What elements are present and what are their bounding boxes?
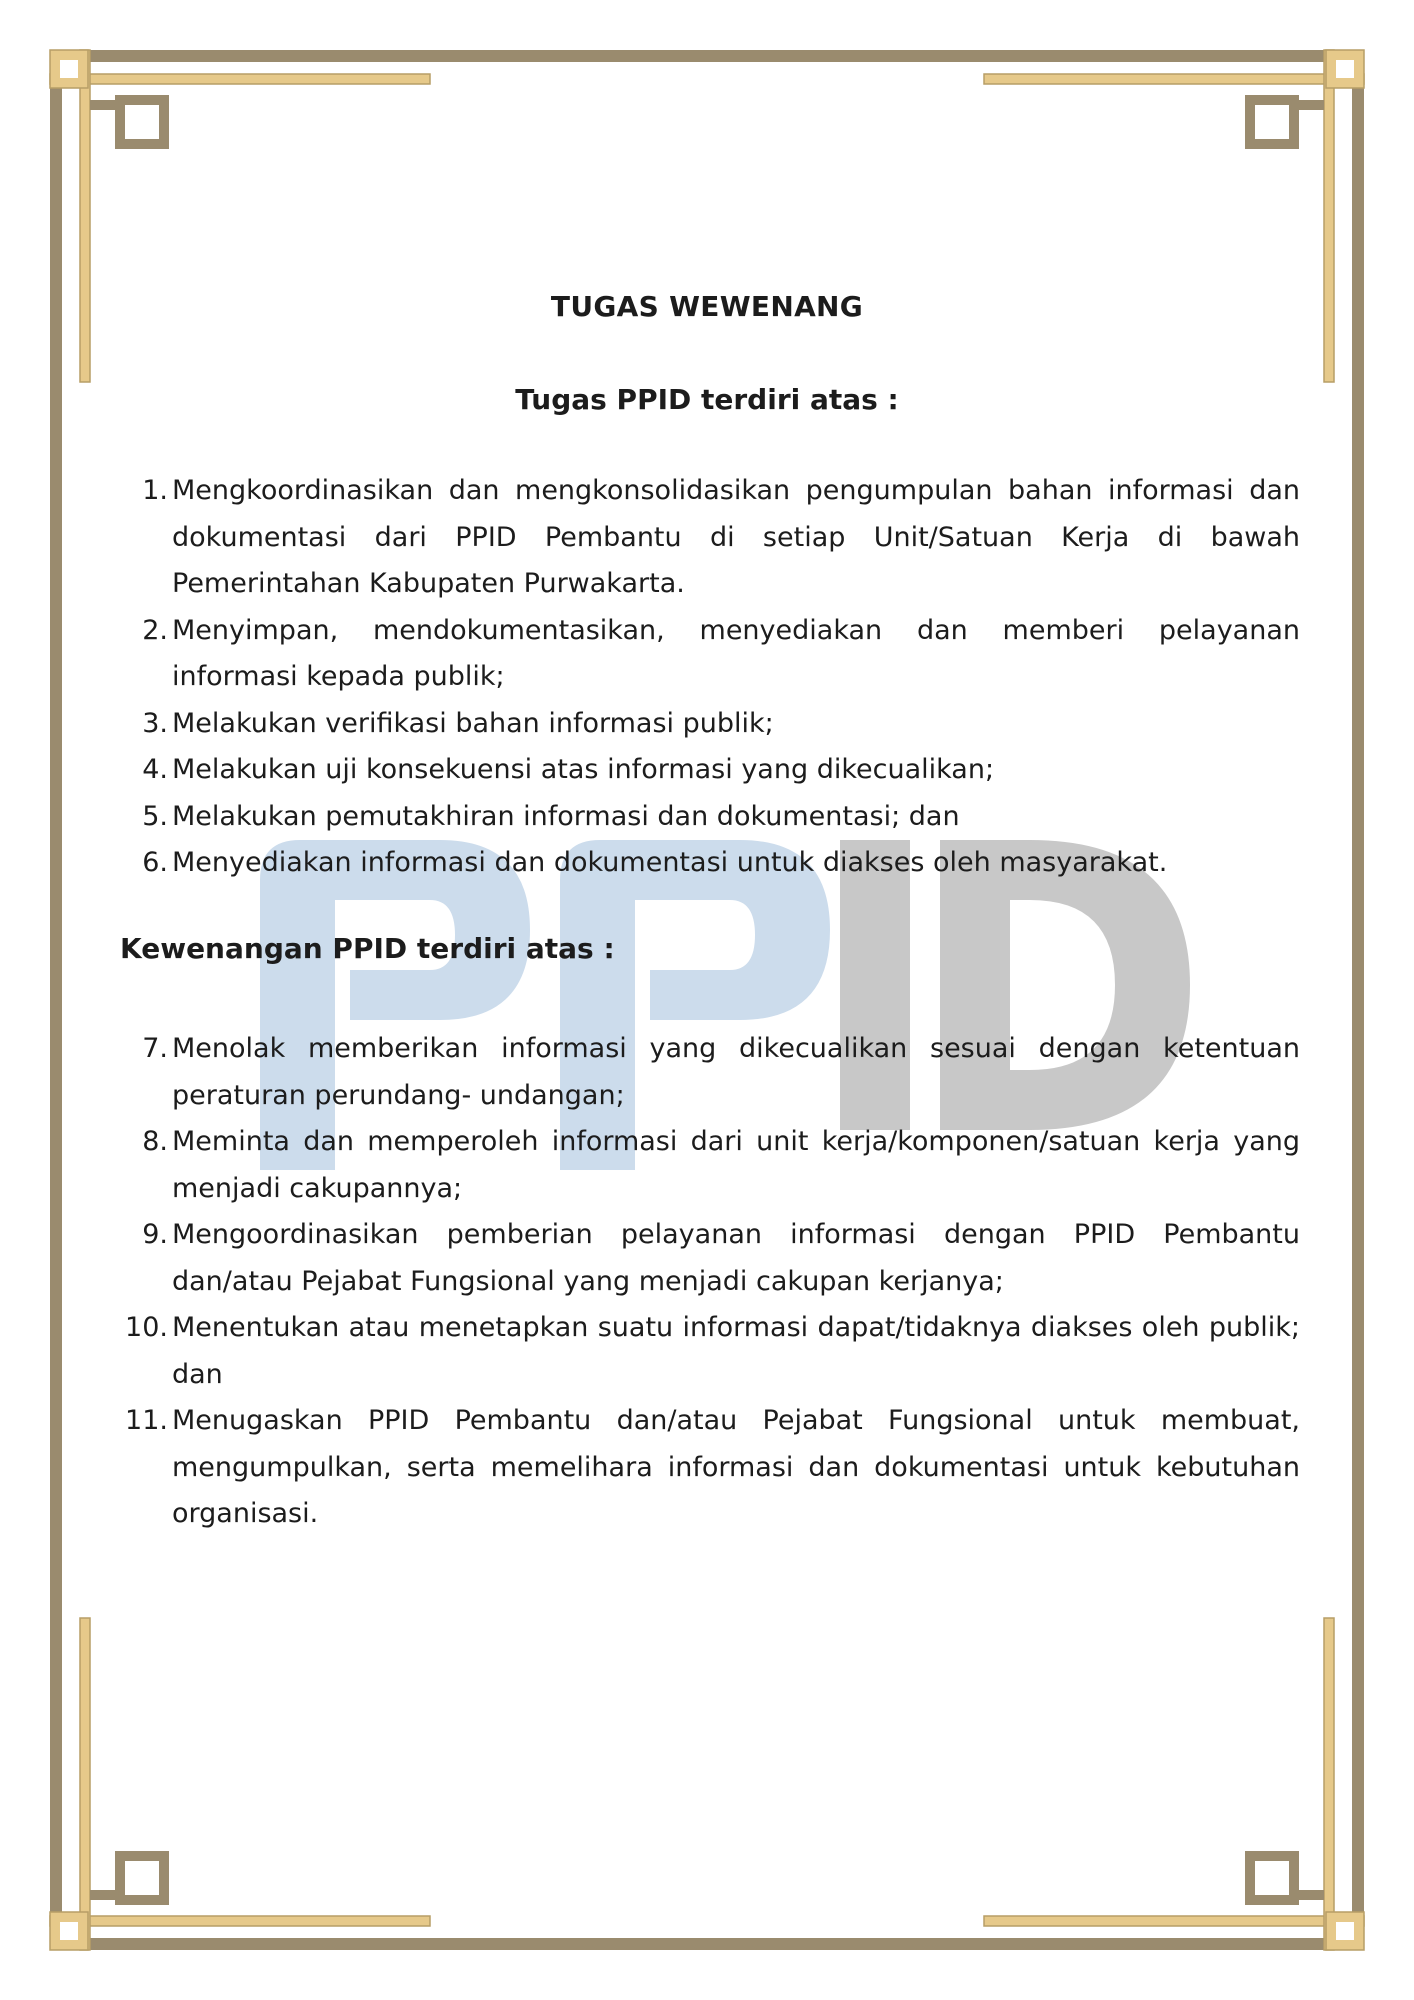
list-item-text: Melakukan pemutakhiran informasi dan dokumentasi; dan bbox=[172, 800, 960, 832]
list-item bbox=[120, 840, 1300, 887]
list-item bbox=[120, 608, 1300, 701]
list-item-number: 4. bbox=[142, 754, 168, 785]
list-item-number: 3. bbox=[142, 707, 168, 739]
list-item-text: Menyediakan informasi dan dokumentasi untuk diakses oleh masyarakat. bbox=[172, 847, 1168, 878]
kewenangan-heading: Kewenangan PPID terdiri atas : bbox=[120, 932, 615, 965]
list-item-text: Mengoordinasikan pemberian pelayanan informasi dengan PPID Pembantu dan/atau Pejabat Fungsional yang menjadi cakupan kerjanya; bbox=[172, 1219, 1300, 1297]
list-item-text: Menolak memberikan informasi yang dikecualikan sesuai dengan ketentuan peraturan perundang- undangan; bbox=[172, 1033, 1300, 1111]
list-item-text: Mengkoordinasikan dan mengkonsolidasikan pengumpulan bahan informasi dan dokumentasi dari PPID Pembantu di setiap Unit/Satuan Kerja di bawah Pemerintahan Kabupaten Purwakarta. bbox=[172, 475, 1300, 599]
list-item bbox=[120, 468, 1300, 608]
list-item bbox=[120, 1026, 1300, 1119]
tugas-list bbox=[120, 468, 1300, 887]
list-item bbox=[120, 794, 1300, 841]
list-item-text: Menentukan atau menetapkan suatu informasi dapat/tidaknya diakses oleh publik; dan bbox=[172, 1312, 1300, 1390]
list-item-text: Menyimpan, mendokumentasikan, menyediakan dan memberi pelayanan informasi kepada publik; bbox=[172, 614, 1300, 692]
list-item-number: 8. bbox=[142, 1126, 168, 1157]
list-item-text: Melakukan verifikasi bahan informasi publik; bbox=[172, 707, 774, 739]
list-item-number: 1. bbox=[142, 475, 168, 506]
list-item bbox=[120, 701, 1300, 748]
list-item-text: Meminta dan memperoleh informasi dari unit kerja/komponen/satuan kerja yang menjadi cakupannya; bbox=[172, 1126, 1300, 1204]
list-item bbox=[120, 1305, 1300, 1398]
list-item-text: Menugaskan PPID Pembantu dan/atau Pejabat Fungsional untuk membuat, mengumpulkan, serta memelihara informasi dan dokumentasi untuk kebutuhan organisasi. bbox=[172, 1405, 1300, 1529]
list-item-number: 5. bbox=[142, 800, 168, 832]
list-item-number: 9. bbox=[142, 1219, 168, 1250]
list-item bbox=[120, 1398, 1300, 1538]
list-item-number: 2. bbox=[142, 614, 168, 646]
list-item-number: 11. bbox=[125, 1405, 168, 1436]
kewenangan-list bbox=[120, 1026, 1300, 1538]
list-item bbox=[120, 1119, 1300, 1212]
list-item-number: 6. bbox=[142, 847, 168, 878]
list-item bbox=[120, 747, 1300, 794]
list-item bbox=[120, 1212, 1300, 1305]
list-item-number: 7. bbox=[142, 1033, 168, 1064]
tugas-heading: Tugas PPID terdiri atas : bbox=[515, 383, 899, 416]
list-item-text: Melakukan uji konsekuensi atas informasi yang dikecualikan; bbox=[172, 754, 995, 785]
page-title: TUGAS WEWENANG bbox=[550, 290, 864, 323]
list-item-number: 10. bbox=[125, 1312, 168, 1343]
